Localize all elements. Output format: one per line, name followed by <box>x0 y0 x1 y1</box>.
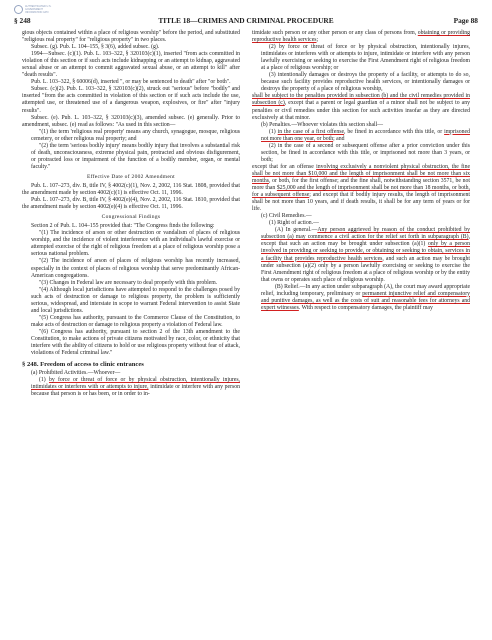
clause: (2) by force or threat of force or by physical obstruction, intentionally injures, intimidates or interferes with or attempts to injure, intimidate or interfere with any person lawfully exercising or seeking to exercise the First Amendment right of religious freedom at a place of religious worship; or <box>261 44 470 72</box>
paragraph-text: except that for an offense <box>252 163 317 170</box>
subparagraph-text: . With respect to compensatory damages, the plaintiff may <box>298 304 433 311</box>
paragraph <box>252 164 470 213</box>
highlighted-text: involving exclusively a nonviolent physical obstruction, the fine shall be not more than $10,000 and the length of imprisonment shall be not more than six months <box>252 163 471 184</box>
quoted-paragraph: "(4) Although local jurisdictions have attempted to respond to the challenges posed by such acts of destruction or damage to religious property, the problem is sufficiently serious, widespread, and interstate in scope to warrant Federal intervention to assist State and local jurisdictions. <box>31 286 240 314</box>
stamp-text: AUTHENTICATED U.S. GOVERNMENT INFORMATION GPO <box>25 5 52 14</box>
highlighted-text: $25,000 and the length of imprisonment shall be not more than 18 months, or both, for a subsequent offense <box>252 185 470 199</box>
paragraph <box>252 93 470 121</box>
paragraph: 1994—Subsec. (c)(1). Pub. L. 103–322, § 320103(c)(1), inserted "from acts committed in violation of this section or if such acts include kidnapping or an attempt to kidnap, aggravated sexual abuse or an attempt to commit aggravated sexual abuse, or an attempt to kill" after "death results". <box>22 51 240 79</box>
clause <box>252 30 470 44</box>
quoted-paragraph: "(6) Congress has authority, pursuant to section 2 of the 13th amendment to the Constitution, to make actions of private citizens motivated by race, color, or ethnicity that interfere with the ability of citizens to hold or use religious property without fear of attack, violations of Federal criminal law." <box>31 328 240 357</box>
clause-number: (1) <box>39 377 49 384</box>
page-header <box>14 16 478 28</box>
clause <box>22 377 240 398</box>
clause: (2) in the case of a second or subsequent offense after a prior conviction under this section, be fined in accordance with this title, or imprisoned not more than 3 years, or both; <box>261 142 470 163</box>
highlighted-text: obtaining or providing reproductive health services <box>252 30 470 44</box>
paragraph: Pub. L. 103–322, § 60006(d), inserted ", or may be sentenced to death" after "or both". <box>31 79 231 86</box>
subsection-heading: (b) Penalties.—Whoever violates this section shall— <box>261 121 383 128</box>
paragraph: Subsec. (c)(2). Pub. L. 103–322, § 320103(c)(2), struck out "serious" before "bodily" and inserted "from the acts committed in violation of this section or if such acts include the use, attempted use, or threatened use of a dangerous weapon, explosives, or fire" after "injury results". <box>22 86 240 114</box>
quoted-paragraph: "(1) The incidence of arson or other destruction or vandalism of places of religious worship, and the incidence of violent interference with an individual's lawful exercise or attempted exercise of the right of religious freedom at a place of religious worship pose a serious national problem. <box>31 230 240 258</box>
subparagraph-text: (B) Relief.—In any action under subparagraph (A), the court may award appropriate relief, including temporary, preliminary or <box>261 283 470 297</box>
section-heading: § 248. Freedom of access to clinic entrances <box>22 361 144 369</box>
paragraph: Subsec. (e). Pub. L. 103–322, § 320103(c)(3), amended subsec. (e) generally. Prior to amendment, subsec. (e) read as follows: "As used in this section— <box>22 114 240 128</box>
subparagraph-text: , and such an action may be brought under subsection (a)(2) only by a person lawfully exercising or seeking to exercise the First Amendment right of religious freedom at a place of religious worship or by the entity that owns or operates such place of religious worship. <box>261 255 470 283</box>
quoted-paragraph: "(5) Congress has authority, pursuant to the Commerce Clause of the Constitution, to make acts of destruction or damage to religious property a violation of Federal law. <box>31 314 240 328</box>
paragraph: gious objects contained within a place of religious worship" before the period, and substituted "religious real property" for "religious property" in two places. <box>22 30 240 44</box>
clause-text: ; and <box>333 135 345 142</box>
paragraph: Subsec. (g). Pub. L. 104–155, § 3(6), added subsec. (g). <box>31 44 160 51</box>
paragraph: Pub. L. 107–273, div. B, title IV, § 4002(e)(4), Nov. 2, 2002, 116 Stat. 1810, provided that the amendment made by section 4002(e)(4) is effective Oct. 11, 1996. <box>22 197 240 211</box>
header-title: TITLE 18—CRIMES AND CRIMINAL PROCEDURE <box>158 16 334 25</box>
subparagraph-heading: (A) In general.— <box>275 227 318 234</box>
subparagraph <box>252 284 470 312</box>
quoted-paragraph: "(2) The incidence of arson of places of religious worship has recently increased, especially in the context of places of religious worship that serve predominantly African-American congregations. <box>31 258 240 279</box>
paragraph: Pub. L. 107–273, div. B, title IV, § 4002(c)(1), Nov. 2, 2002, 116 Stat. 1808, provided that the amendment made by section 4002(c)(1) is effective Oct. 11, 1996. <box>22 182 240 197</box>
note-heading: Effective Date of 2002 Amendment <box>86 173 175 180</box>
clause-number: (1) <box>269 128 278 135</box>
paragraph-text: ; and except that if bodily injury results, the length of imprisonment shall be not more than 10 years, and if death results, it shall be for any term of years or for life. <box>252 192 470 213</box>
paragraph: Section 2 of Pub. L. 104–155 provided that: "The Congress finds the following: <box>31 223 215 230</box>
highlighted-text: in the case of a first offense <box>277 128 345 135</box>
highlighted-text: only by a person involved in providing or seeking to provide, or obtaining or seeking to obtain, services in a facility that provides reproductive health services <box>261 241 471 262</box>
subparagraph-text: , except that such an action may be brought under subsection (a)(1) <box>261 234 470 248</box>
header-page-number: Page 88 <box>453 16 478 25</box>
clause-text: , be fined in accordance with this title, or <box>344 128 445 135</box>
highlighted-text: shall be subject to the penalties provided in subsection (b) and the civil remedies provided in subsection (c) <box>252 93 470 107</box>
clause: (3) intentionally damages or destroys the property of a facility, or attempts to do so, because such facility provides reproductive health services, or intentionally damages or destroys the property of a place of religious worship, <box>261 72 470 93</box>
clause <box>252 129 470 143</box>
clause-text: ; <box>316 37 319 44</box>
clause-text: timidate such person or any other person or any class of persons from, <box>252 30 418 36</box>
left-column <box>22 30 240 398</box>
header-section: § 248 <box>14 16 31 25</box>
highlighted-text: by force or threat of force or by physical obstruction, intentionally injures, intimidates or interferes with or attempts to injure, <box>31 377 240 391</box>
quoted-paragraph: "(1) the term 'religious real property' means any church, synagogue, mosque, religious cemetery, or other religious real property; and <box>31 128 240 142</box>
quoted-paragraph: "(3) Changes in Federal law are necessary to deal properly with this problem. <box>39 279 218 286</box>
highlighted-text: Any person aggrieved by reason of the conduct prohibited by subsection (a) may commence a civil action for the relief set forth in subparagraph (B) <box>261 227 470 241</box>
note-heading: Congressional Findings <box>101 214 161 221</box>
paragraph-heading: (1) Right of action.— <box>269 220 319 227</box>
subsection-heading: (a) Prohibited Activities.—Whoever— <box>31 370 121 377</box>
right-column <box>252 30 470 312</box>
subparagraph <box>252 227 470 283</box>
paragraph-text: , or both, for the first offense; and the fine shall, notwithstanding section 3571, be not more than <box>252 177 470 192</box>
subsection-heading: (c) Civil Remedies.— <box>261 213 312 220</box>
clause-text: intimidate or interfere with any person because that person is or has been, or in order to in- <box>31 384 240 398</box>
authentication-stamp <box>14 3 52 17</box>
highlighted-text: imprisoned not more than one year, or both <box>261 128 470 142</box>
gpo-seal-icon <box>14 5 23 14</box>
highlighted-text: permanent injunctive relief and compensatory and punitive damages, as well as the costs of suit and reasonable fees for attorneys and expert witnesses <box>261 290 470 311</box>
quoted-paragraph: "(2) the term 'serious bodily injury' means bodily injury that involves a substantial risk of death, unconsciousness, extreme physical pain, protracted and obvious disfigurement, or protracted loss or impairment of the function of a bodily member, organ, or mental faculty." <box>31 142 240 170</box>
paragraph-text: , except that a parent or legal guardian of a minor shall not be subject to any penalties or civil remedies under this section for such activities insofar as they are directed exclusively at that minor. <box>252 100 470 121</box>
